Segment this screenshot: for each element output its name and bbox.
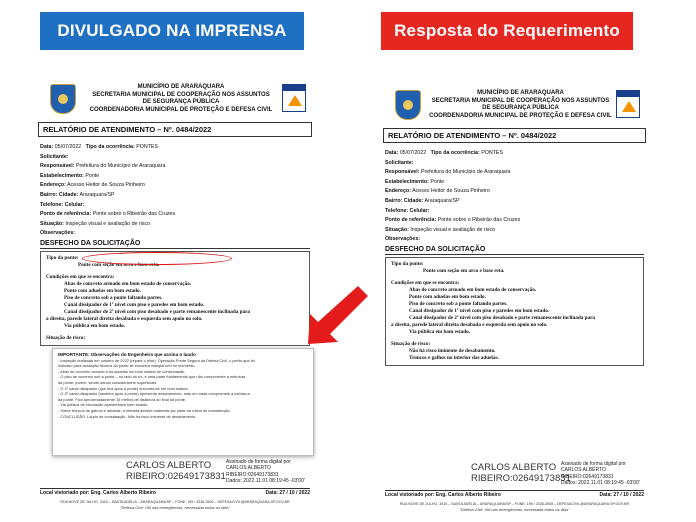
field-solicitante: Solicitante:	[40, 153, 69, 160]
report-footer: Local vistoriado por: Eng. Carlos Alberto Ribeiro Data: 27 / 10 / 2022	[40, 489, 310, 496]
section-desfecho: DESFECHO DA SOLICITAÇÃO	[40, 240, 310, 249]
field-solicitante: Solicitante:	[385, 159, 414, 166]
engineer-notes-overlay: IMPORTANTE: Observações do Engenheiro que assina o laudo - Inspeção realizada em outubro de 2022 (repare o pilar): Operação Ponte Segura da Defesa Civil, o perito que foi indicado para avaliação técnica da ponte se encontra indisponível no momento. - Abas de concreto armado e as aduelas em bom estado de conservação. - O piso de concreto sob a ponte – no lado do rio, é uma parte fundamental que não compromete a estrutura da ponte; porém, sendo danos consideráveis superficiais. - O 1º canal dissipador (que fica após a ponte) encontra-se em bom estado. - O 2º canal dissipador (também após a ponte) apresenta desabamento, mas em nada compromete a estrutura da ponte. Fica aproximadamente 15 metros de distância do final da ponte. - Via pública de circulação apresentava bom estado. - Sobre troncos de galhos e aduelas: a retirada desses materiais faz parte da rotina de manutenção. - CONCLUSÃO: Laudo de constatação. Não há risco iminente de desabamento.	[52, 348, 314, 456]
digital-signature-info: Assinado de forma digital por CARLOS ALBERTO RIBEIRO:02649173831 Dados: 2022.11.01 08:19:45 -03'00'	[226, 458, 305, 485]
field-endereco: Endereço: Acesso Heitor de Souza Pinheiro	[40, 182, 145, 189]
report-header	[377, 88, 652, 126]
field-situacao: Situação: Inspeção visual e avaliação de risco	[385, 226, 496, 233]
field-telefone: Telefone: Celular:	[40, 201, 85, 208]
field-estabelecimento: Estabelecimento: Ponte	[40, 172, 100, 179]
field-responsavel: Responsável: Prefeitura do Município de Araraquara	[385, 169, 511, 176]
signature-name: CARLOS ALBERTO RIBEIRO:02649173831	[126, 459, 226, 482]
field-observacoes: Observações:	[40, 230, 76, 237]
field-responsavel: Responsável: Prefeitura do Município de Araraquara	[40, 163, 166, 170]
footer-motto: "Defesa Civil: Útil nas emergências, necessária todos os dias"	[120, 504, 230, 510]
field-data: Data: 05/07/2022 Tipo da ocorrência: PONTES	[385, 150, 503, 156]
report-title: RELATÓRIO DE ATENDIMENTO – Nº. 0484/2022	[38, 122, 312, 137]
desfecho-box: Tipo da ponte: Ponte com seção em arco e base reta. Condições em que se encontra: Abas de concreto armado em bom estado de conservação. Ponte com aduelas em bom estado. Piso de concreto sob a ponte faltando partes. Canal dissipador de 1º nível com piso e paredes em bom estado. Canal dissipador de 2º nível com piso desabado e parte remanescente inclinada para a direita, parede lateral direita desabada e esquerda sem apoio no solo. Via pública em bom estado. Situação de risco: Não há risco iminente de desabamento. Troncos e galhos no interior das aduelas.	[385, 257, 644, 366]
signature-block	[385, 458, 644, 488]
desfecho-box: Tipo da ponte: Ponte com seção em arco e base reta. Condições em que se encontra: Abas de concreto armado em bom estado de conservação. Ponte com aduelas em bom estado. Piso de concreto sob a ponte faltando partes. Canal dissipador de 1º nível com piso e paredes em bom estado. Canal dissipador de 2º nível com piso desabado e parte remanescente inclinada para a direita, parede lateral direita desabada e esquerda sem apoio no solo. Via pública em bom estado. Situação de risco:	[40, 251, 310, 346]
report-title: RELATÓRIO DE ATENDIMENTO – Nº. 0484/2022	[383, 128, 646, 143]
red-arrow-icon	[300, 280, 370, 350]
araraquara-coat-of-arms-icon	[50, 84, 76, 114]
section-desfecho: DESFECHO DA SOLICITAÇÃO	[385, 246, 644, 255]
banner-divulgado-imprensa: DIVULGADO NA IMPRENSA	[40, 12, 304, 50]
field-data: Data: 05/07/2022 Tipo da ocorrência: PONTES	[40, 144, 158, 150]
digital-signature-info: Assinado de forma digital por CARLOS ALBERTO RIBEIRO:02649173831 Dados: 2022.11.01 08:19:45 -03'00'	[561, 460, 640, 487]
report-document-right	[377, 88, 652, 512]
araraquara-coat-of-arms-icon	[395, 90, 421, 120]
report-footer: Local vistoriado por: Eng. Carlos Alberto Ribeiro Data: 27 / 10 / 2022	[385, 491, 644, 498]
field-bairro-cidade: Bairro: Cidade: Araraquara/SP	[385, 197, 460, 204]
field-endereco: Endereço: Acesso Heitor de Souza Pinheiro	[385, 188, 490, 195]
report-header	[32, 82, 318, 120]
highlight-ellipse-tipo-ponte	[82, 252, 232, 265]
footer-motto: "Defesa Civil: Útil nas emergências, necessária todos os dias"	[459, 506, 570, 512]
field-estabelecimento: Estabelecimento: Ponte	[385, 178, 445, 185]
field-bairro-cidade: Bairro: Cidade: Araraquara/SP	[40, 191, 115, 198]
field-telefone: Telefone: Celular:	[385, 207, 430, 214]
organization-name: MUNICÍPIO DE ARARAQUARA SECRETARIA MUNICIPAL DE COOPERAÇÃO NOS ASSUNTOS DE SEGURANÇA PÚBLICA COORDENADORIA MUNICIPAL DE PROTEÇÃO E DEFESA CIVIL	[429, 90, 612, 119]
field-observacoes: Observações:	[385, 236, 421, 243]
signature-block	[40, 456, 310, 486]
banner-resposta-requerimento: Resposta do Requerimento	[381, 12, 633, 50]
field-referencia: Ponto de referência: Ponte sobre o Ribeirão das Cruzes	[385, 217, 521, 224]
field-referencia: Ponto de referência: Ponte sobre o Ribeirão das Cruzes	[40, 211, 176, 218]
footer-address: RUA NOVE DE JULHO, 3415 – SANTA ADÉLIA – ARARAQUARA/SP – FONE: 199 / 3336-3505 – DEFESACIVIL@ARARAQUARA.SP.GOV.BR	[399, 501, 630, 506]
defesa-civil-logo-icon	[282, 84, 306, 112]
field-situacao: Situação: Inspeção visual e avaliação de risco	[40, 220, 151, 227]
footer-address: RUA NOVE DE JULHO, 3415 – SANTA ADÉLIA – ARARAQUARA/SP – FONE: 199 / 3336-3505 – DEFESACIVIL@ARARAQUARA.SP.GOV.BR	[60, 499, 290, 504]
organization-name: MUNICÍPIO DE ARARAQUARA SECRETARIA MUNICIPAL DE COOPERAÇÃO NOS ASSUNTOS DE SEGURANÇA PÚBLICA COORDENADORIA MUNICIPAL DE PROTEÇÃO E DEFESA CIVIL	[89, 84, 273, 113]
defesa-civil-logo-icon	[616, 90, 640, 118]
signature-name: CARLOS ALBERTO RIBEIRO:02649173831	[471, 461, 571, 484]
